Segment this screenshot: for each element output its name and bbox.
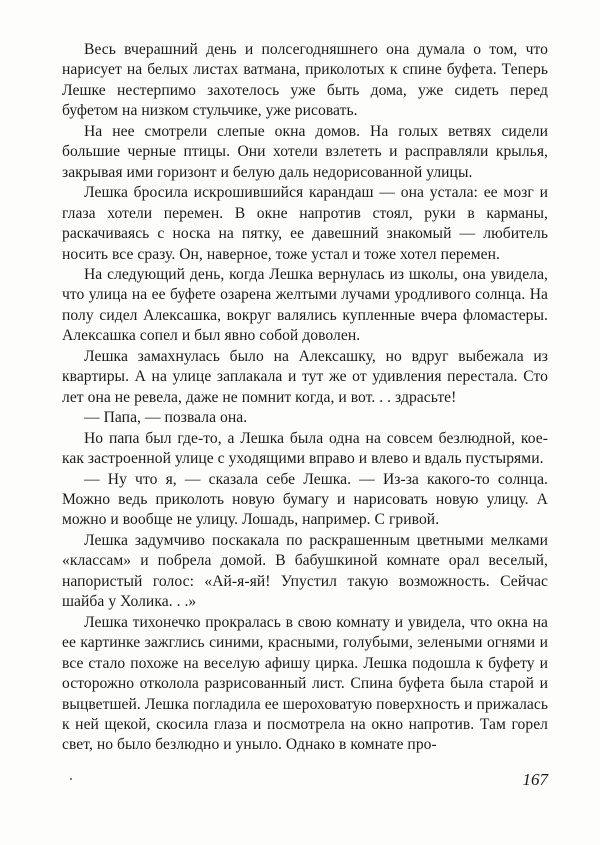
body-text xyxy=(62,40,548,756)
print-speck xyxy=(70,778,72,780)
paragraph: Лешка задумчиво поскакала по раскрашенным цветными мелками «классам» и побрела домой. В бабушкиной комнате орал веселый, напористый голос: «Ай-я-яй! Упустил такую возможность. Сейчас шайба у Холика. . .» xyxy=(62,531,548,611)
paragraph: — Ну что я, — сказала себе Лешка. — Из-за какого-то солнца. Можно ведь приколоть новую бумагу и нарисовать новую улицу. А можно и вообще не улицу. Лошадь, например. С гривой. xyxy=(62,470,548,529)
paragraph: Но папа был где-то, а Лешка была одна на совсем безлюдной, кое-как застроенной улице с уходящими вправо и влево и вдаль пустырями. xyxy=(62,429,548,468)
paragraph: — Папа, — позвала она. xyxy=(84,409,248,427)
paragraph: Лешка замахнулась было на Алексашку, но вдруг выбежала из квартиры. А на улице заплакала и тут же от удивления перестала. Сто лет она не ревела, даже не помнит когда, и вот. . . здрасьте! xyxy=(62,347,548,406)
paragraph: Лешка тихонечко прокралась в свою комнату и увидела, что окна на ее картинке зажглись синими, красными, голубыми, зелеными огнями и все стало похоже на веселую афишу цирка. Лешка подошла к буфету и осторожно отколола разрисованный лист. Спина буфета была старой и выцветшей. Лешка погладила ее шероховатую поверхность и прижалась к ней щекой, скосила глаза и посмотрела на окно напротив. Там горел свет, но было безлюдно и уныло. Однако в комнате про- xyxy=(62,613,548,754)
paragraph: Лешка бросила искрошившийся карандаш — она устала: ее мозг и глаза хотели перемен. В окне напротив стоял, руки в карманы, раскачиваясь с носка на пятку, ее давешний знакомый — любитель носить все сразу. Он, наверное, тоже устал и тоже хотел перемен. xyxy=(62,184,548,263)
page-number: 167 xyxy=(522,770,548,789)
paragraph: Весь вчерашний день и полсегодняшнего она думала о том, что нарисует на белых листах ватмана, приколотых к спине буфета. Теперь Лешке нестерпимо захотелось уже быть дома, уже сидеть перед буфетом на низком стульчике, уже рисовать. xyxy=(62,41,548,120)
paragraph: На следующий день, когда Лешка вернулась из школы, она увидела, что улица на ее буфете озарена желтыми лучами уродливого солнца. На полу сидел Алексашка, вокруг валялись купленные вчера фломастеры. Алексашка сопел и был явно собой доволен. xyxy=(62,265,548,345)
paragraph: На нее смотрели слепые окна домов. На голых ветвях сидели большие черные птицы. Они хотели взлететь и расправляли крылья, закрывая ими горизонт и белую даль недорисованной улицы. xyxy=(62,122,548,181)
